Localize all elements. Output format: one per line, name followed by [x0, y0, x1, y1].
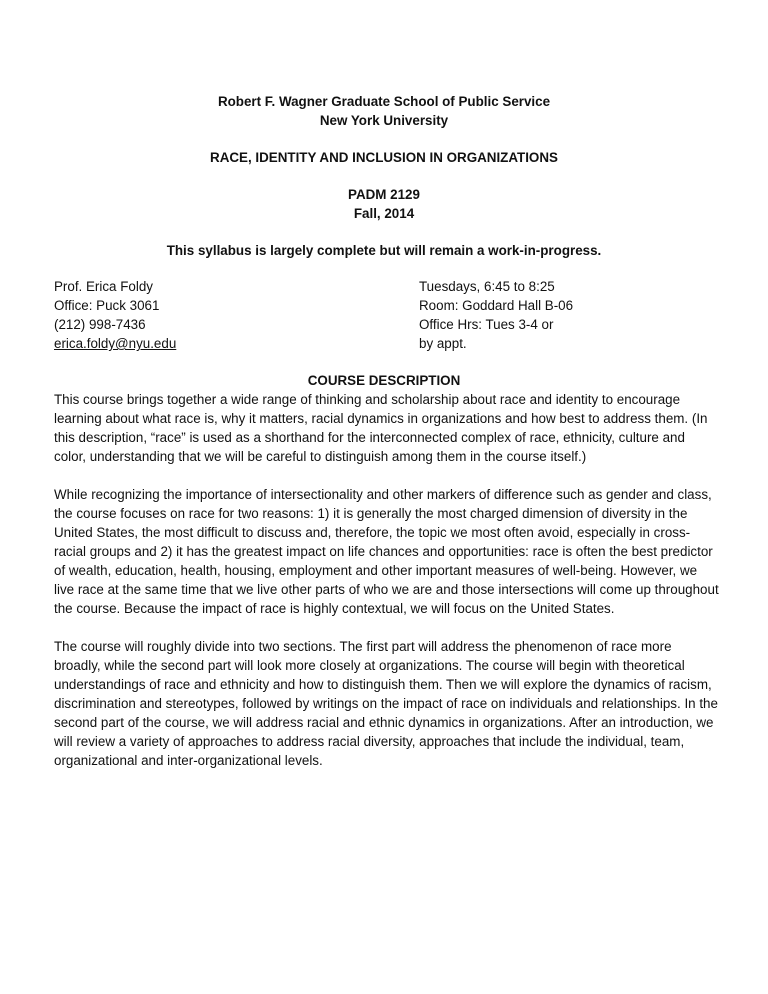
description-paragraph: The course will roughly divide into two sections. The first part will address the phenomenon of race more broadly, while the second part will look more closely at organizations. The course will begin with theoretical understandings of race and ethnicity and how to distinguish them. Then we will explore the dynamics of racism, discrimination and stereotypes, followed by writings on the impact of race on individuals and relationships. In the second part of the course, we will address racial and ethnic dynamics in organizations. After an introduction, we will review a variety of approaches to address racial diversity, approaches that include the individual, team, organizational and inter-organizational levels.: [54, 639, 718, 768]
class-schedule: [419, 277, 719, 353]
syllabus-notice: This syllabus is largely complete but will remain a work-in-progress.: [166, 243, 602, 258]
school-header: [0, 92, 768, 130]
instructor-phone: (212) 998-7436: [54, 317, 146, 332]
office-hours: Office Hrs: Tues 3-4 or: [419, 317, 554, 332]
course-term: Fall, 2014: [353, 206, 415, 221]
course-description: [54, 390, 720, 789]
university-name: New York University: [319, 113, 449, 128]
description-paragraph: This course brings together a wide range of thinking and scholarship about race and identity to encourage learning about what race is, why it matters, racial dynamics in organizations and how best to address them. (In this description, “race” is used as a shorthand for the interconnected complex of race, ethnicity, culture and color, understanding that we will be careful to distinguish among them in the course itself.): [54, 392, 708, 464]
instructor-info: [54, 277, 374, 353]
instructor-office: Office: Puck 3061: [54, 298, 160, 313]
course-code-block: [0, 185, 768, 223]
instructor-name: Prof. Erica Foldy: [54, 279, 153, 294]
instructor-email-link[interactable]: erica.foldy@nyu.edu: [54, 336, 177, 351]
class-time: Tuesdays, 6:45 to 8:25: [419, 279, 555, 294]
school-name: Robert F. Wagner Graduate School of Public Service: [217, 94, 551, 109]
course-description-heading: COURSE DESCRIPTION: [307, 373, 461, 388]
course-code: PADM 2129: [348, 187, 420, 202]
course-title: RACE, IDENTITY AND INCLUSION IN ORGANIZATIONS: [210, 150, 558, 165]
description-paragraph: While recognizing the importance of intersectionality and other markers of difference such as gender and class, the course focuses on race for two reasons: 1) it is generally the most charged dimension of diversity in the United States, the most difficult to discuss and, therefore, the topic we most often avoid, especially in cross-racial groups and 2) it has the greatest impact on life chances and opportunities: race is often the best predictor of wealth, education, health, housing, employment and other important measures of well-being. However, we live race at the same time that we live other parts of who we are and those intersections will come up throughout the course. Because the impact of race is highly contextual, we will focus on the United States.: [54, 487, 719, 616]
class-room: Room: Goddard Hall B-06: [419, 298, 574, 313]
office-hours-note: by appt.: [419, 336, 467, 351]
